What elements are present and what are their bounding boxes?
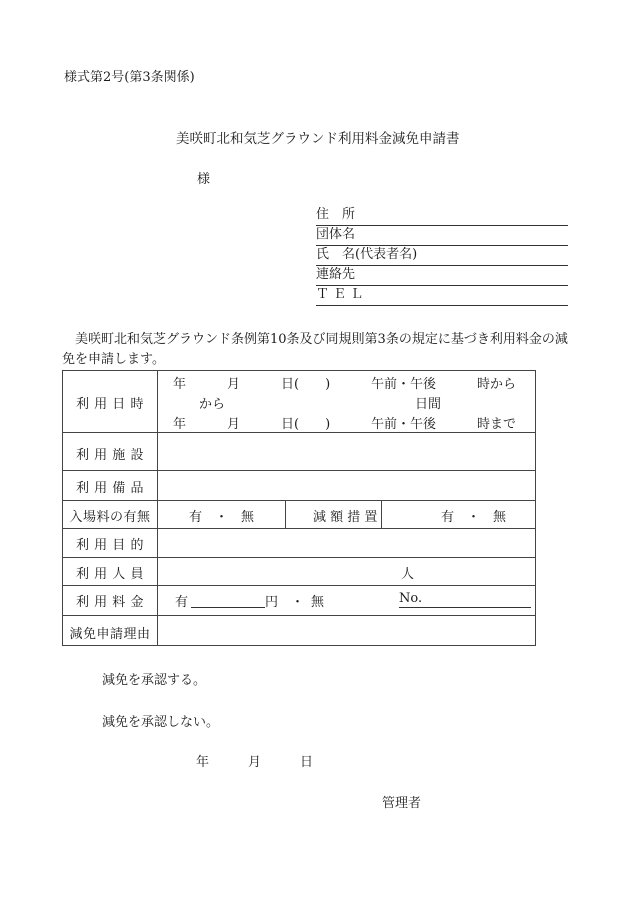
end-month: 月 [227,417,241,432]
approval-date: 年 月 日 [196,755,314,770]
end-time: 時まで [477,417,517,432]
purpose-label: 利 用 目 的 [76,538,144,553]
table-row-divider [63,557,535,558]
days-text: 日間 [415,397,442,412]
reduction-measure-label: 減 額 措 置 [313,510,378,525]
end-ampm: 午前・午後 [371,417,437,432]
facility-label: 利 用 施 設 [76,448,144,463]
fee-yen-unit: 円 [265,595,279,610]
equipment-label: 利 用 備 品 [76,481,144,496]
admission-fee-label: 入場料の有無 [69,510,151,525]
end-year: 年 [173,417,187,432]
start-day: 日( ) [281,377,331,392]
table-row-divider [63,615,535,616]
label-column-divider [157,371,158,645]
from-text: から [199,397,226,412]
name-label: 氏 名(代表者名) [316,247,418,262]
manager-label: 管理者 [382,796,422,811]
application-table [62,370,536,646]
fee-number-label: No. [399,591,423,606]
cell-divider [285,500,286,528]
form-number: 様式第2号(第3条関係) [64,70,195,85]
table-row-divider [63,500,535,501]
people-count-label: 利 用 人 員 [76,567,144,582]
admission-fee-choice[interactable]: 有 ・ 無 [189,510,255,525]
start-year: 年 [173,377,187,392]
reduction-measure-choice[interactable]: 有 ・ 無 [441,510,507,525]
application-statement: 美咲町北和気芝グラウンド条例第10条及び同規則第3条の規定に基づき利用料金の減免を申請します。 [62,332,568,367]
cell-divider [381,500,382,528]
approval-disapprove: 減免を承認しない。 [102,715,220,730]
tel-label: Ｔ Ｅ Ｌ [316,287,364,302]
reduction-reason-label: 減免申請理由 [69,627,151,642]
table-row-divider [63,585,535,586]
fee-label: 利 用 料 金 [76,595,144,610]
tel-field[interactable] [316,285,568,306]
start-ampm: 午前・午後 [371,377,437,392]
table-row-divider [63,528,535,529]
contact-label: 連絡先 [316,267,356,282]
fee-no: 無 [311,595,325,610]
addressee-honorific: 様 [197,172,211,187]
fee-separator: ・ [291,595,305,610]
organization-label: 団体名 [316,227,356,242]
document-title: 美咲町北和気芝グラウンド利用料金減免申請書 [176,131,460,147]
end-day: 日( ) [281,417,331,432]
start-time: 時から [477,377,517,392]
address-label: 住 所 [316,207,356,222]
fee-number-underline[interactable] [399,607,531,608]
date-time-label: 利 用 日 時 [76,397,144,412]
approval-approve: 減免を承認する。 [102,673,207,688]
contact-field[interactable] [316,265,568,286]
name-field[interactable] [316,245,568,266]
fee-yes: 有 [175,595,189,610]
organization-field[interactable] [316,225,568,246]
fee-amount-underline[interactable] [191,607,265,608]
people-unit: 人 [401,567,415,582]
start-month: 月 [227,377,241,392]
table-row-divider [63,470,535,471]
address-field[interactable] [316,205,568,226]
table-row-divider [63,432,535,433]
